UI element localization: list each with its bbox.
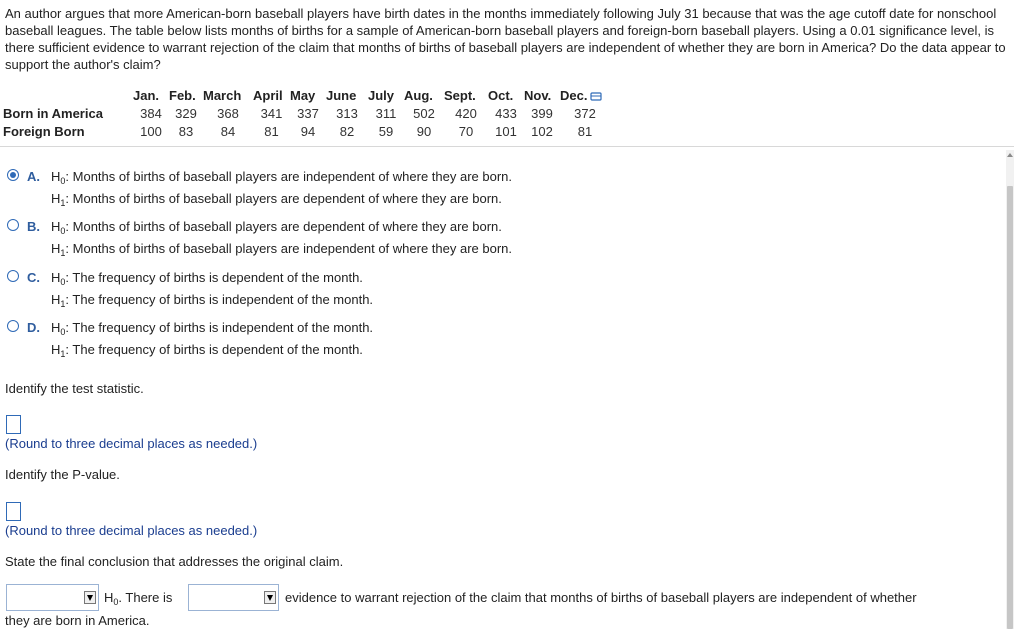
table-row <box>3 104 610 122</box>
scrollbar-thumb[interactable] <box>1007 186 1013 629</box>
table-cell: 372 <box>574 105 596 121</box>
col-feb: Feb. <box>169 87 196 103</box>
table-cell: 83 <box>178 123 194 139</box>
dropdown-arrow-icon[interactable] <box>264 591 276 604</box>
table-header-row <box>3 86 610 104</box>
option-d-radio[interactable] <box>7 320 19 332</box>
p-value-hint: (Round to three decimal places as needed.) <box>5 523 258 538</box>
h0-there-is-label: $H_0$. There is <box>104 590 173 607</box>
table-cell: 84 <box>220 123 236 139</box>
scroll-up-arrow-icon[interactable] <box>1007 153 1013 157</box>
option-d-h0: $H_0$: The frequency of births is independent of the month. <box>51 320 374 337</box>
option-d-h1: $H_1$: The frequency of births is dependent of the month. <box>51 342 363 359</box>
table-cell: 433 <box>495 105 517 121</box>
col-april: April <box>253 87 283 103</box>
table-cell: 384 <box>140 105 162 121</box>
evidence-level-select[interactable] <box>188 584 279 611</box>
copy-data-icon[interactable] <box>590 90 602 100</box>
option-letter: B. <box>27 219 40 234</box>
p-value-prompt: Identify the P-value. <box>5 467 120 482</box>
table-cell: 59 <box>378 123 394 139</box>
col-may: May <box>290 87 316 103</box>
table-cell: 94 <box>300 123 316 139</box>
table-cell: 502 <box>413 105 435 121</box>
divider <box>0 146 1014 147</box>
option-c-h0: $H_0$: The frequency of births is dependent of the month. <box>51 270 363 287</box>
table-cell: 420 <box>455 105 477 121</box>
test-statistic-prompt: Identify the test statistic. <box>5 381 144 396</box>
col-june: June <box>326 87 357 103</box>
table-cell: 101 <box>495 123 517 139</box>
dropdown-arrow-icon[interactable] <box>84 591 96 604</box>
col-nov: Nov. <box>524 87 552 103</box>
conclusion-tail-line2: they are born in America. <box>5 613 150 628</box>
conclusion-prompt: State the final conclusion that addresses the original claim. <box>5 554 344 569</box>
option-b-h0: $H_0$: Months of births of baseball players are dependent of where they are born. <box>51 219 502 236</box>
option-c-h1: $H_1$: The frequency of births is independent of the month. <box>51 292 374 309</box>
option-a-h1: $H_1$: Months of births of baseball players are dependent of where they are born. <box>51 191 502 208</box>
col-jan: Jan. <box>133 87 160 103</box>
option-a-radio[interactable] <box>7 169 19 181</box>
option-c-radio[interactable] <box>7 270 19 282</box>
option-letter: A. <box>27 169 40 184</box>
test-statistic-hint: (Round to three decimal places as needed.) <box>5 436 258 451</box>
row-label: Foreign Born <box>3 123 85 139</box>
option-letter: C. <box>27 270 40 285</box>
option-a-h0: $H_0$: Months of births of baseball players are independent of where they are born. <box>51 169 513 186</box>
table-cell: 311 <box>375 105 397 121</box>
col-sept: Sept. <box>444 87 476 103</box>
conclusion-tail-line1: evidence to warrant rejection of the claim that months of births of baseball players are independent of whether <box>285 590 917 605</box>
table-cell: 102 <box>531 123 553 139</box>
col-aug: Aug. <box>404 87 433 103</box>
table-cell: 329 <box>175 105 197 121</box>
table-cell: 368 <box>217 105 239 121</box>
option-b-h1: $H_1$: Months of births of baseball players are independent of where they are born. <box>51 241 513 258</box>
birth-month-table <box>3 86 610 140</box>
table-cell: 81 <box>264 123 279 139</box>
table-cell: 70 <box>458 123 474 139</box>
test-statistic-input[interactable] <box>6 415 21 434</box>
question-text: An author argues that more American-born baseball players have birth dates in the months immediately following July 31 because that was the age cutoff date for nonschool baseball leagues. The table below lists months of births for a sample of American-born baseball players and foreign-born baseball players. Using a 0.01 significance level, is there sufficient evidence to warrant rejection of the claim that months of births of baseball players are independent of whether they are born in America? Do the data appear to support the author's claim? <box>5 6 1006 72</box>
col-july: July <box>368 87 395 103</box>
table-cell: 341 <box>260 105 283 121</box>
col-march: March <box>203 87 242 103</box>
table-cell: 399 <box>531 105 553 121</box>
table-row <box>3 122 610 140</box>
option-b-radio[interactable] <box>7 219 19 231</box>
table-cell: 337 <box>297 105 319 121</box>
table-cell: 100 <box>140 123 162 139</box>
col-oct: Oct. <box>488 87 514 103</box>
option-letter: D. <box>27 320 40 335</box>
row-label: Born in America <box>3 105 103 121</box>
p-value-input[interactable] <box>6 502 21 521</box>
table-cell: 90 <box>416 123 432 139</box>
reject-decision-select[interactable] <box>6 584 99 611</box>
table-cell: 82 <box>339 123 355 139</box>
table-cell: 313 <box>336 105 358 121</box>
table-cell: 81 <box>577 123 593 139</box>
col-dec: Dec. <box>560 86 610 104</box>
